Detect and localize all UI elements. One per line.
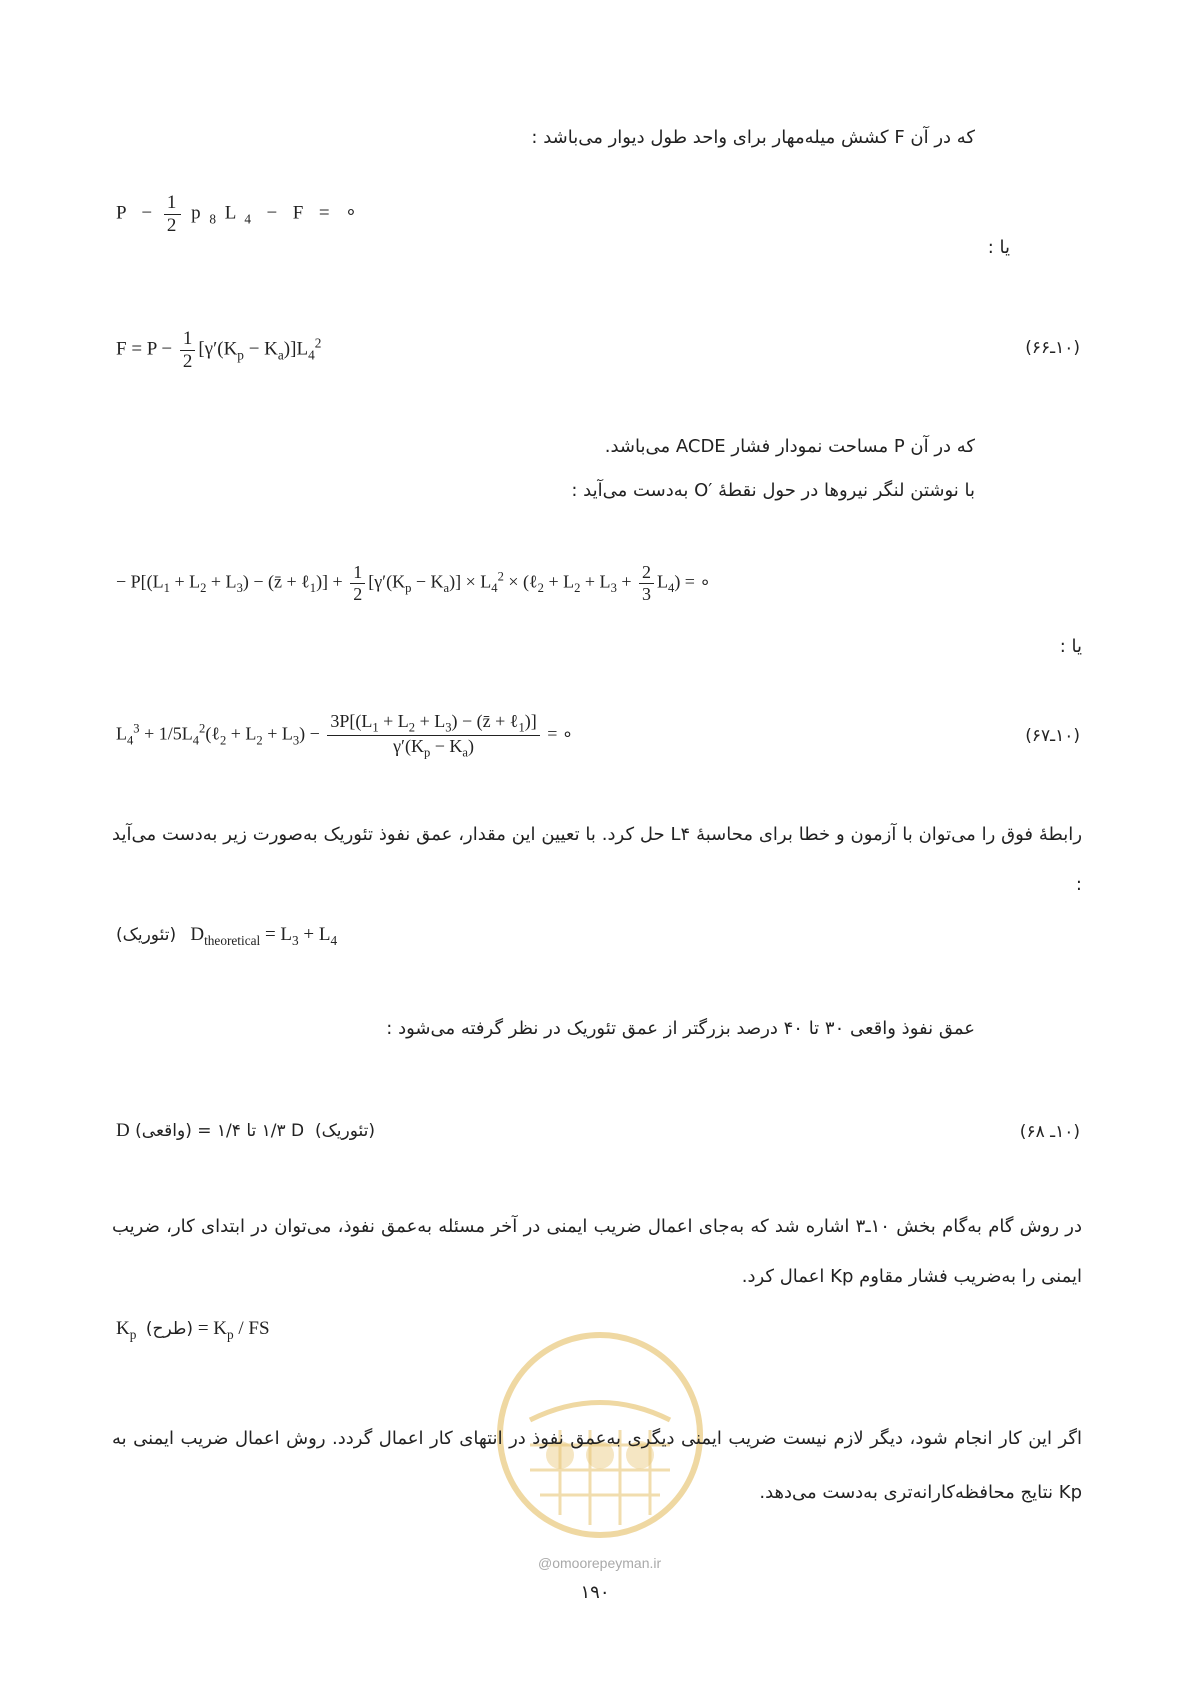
kp-design-tag: (طرح) xyxy=(145,1319,194,1339)
equation-68: D (واقعی) = ۱/۳ تا ۱/۴ D (تئوریک) xyxy=(116,1120,376,1141)
equation-kp-design: $K_p$ (طرح) = $K_p$ / FS xyxy=(116,1318,270,1342)
text-line-p-definition: که در آن P مساحت نمودار فشار ACDE می‌باشد. xyxy=(604,436,975,457)
equation-moment: − $P[(L_1 + L_2 + L_3)$ − (z̄ + ℓ$_1$)] + $\frac{1}{2}$ $[\gamma'(K_p - K_a)] \times L_4^2$ × (ℓ$_2$ + $L_2 + L_3$ + $\frac{2}{3}$ $L_4$) = ∘ xyxy=(116,562,711,604)
text-ya-1: یا : xyxy=(987,237,1010,258)
paragraph-conclusion: اگر این کار انجام شود، دیگر لازم نیست ضریب ایمنی دیگری به‌عمق نفوذ در انتهای کار اعمال گردد. روش اعمال ضریب ایمنی به Kp نتایج محافظه‌کارانه‌تری به‌دست می‌دهد. xyxy=(112,1428,1082,1503)
watermark-url: @omoorepeyman.ir xyxy=(538,1555,662,1571)
equation-d-theoretical: (تئوریک) $D_{theoretical} = L_3 + L_4$ xyxy=(116,924,338,948)
equation-66: F = P − $\frac{1}{2}$ $[\gamma'(K_p - K_a)]L_4^2$ xyxy=(116,328,322,372)
text-line-f-definition: که در آن F کشش میله‌مهار برای واحد طول دیوار می‌باشد : xyxy=(531,127,975,148)
text-ya-2: یا : xyxy=(1059,636,1082,657)
eq68-theoretical-tag: (تئوریک) xyxy=(314,1121,376,1141)
eq68-middle: = ۱/۳ تا ۱/۴ D xyxy=(197,1121,305,1141)
equation-number-66: (۱۰ـ۶۶) xyxy=(1025,338,1080,358)
eq68-real-tag: (واقعی) xyxy=(135,1121,192,1141)
equation-number-67: (۱۰ـ۶۷) xyxy=(1025,726,1080,746)
page-number: ۱۹۰ xyxy=(580,1582,610,1603)
equation-67: $L_4^3$ + $1/5L_4^2(\ell_2 + L_2 + L_3)$ − $\frac{3P[(L_1 + L_2 + L_3) - (z̄ + \ell_1)]}{\gamma'(K_p - K_a)}$ = ∘ xyxy=(116,711,574,760)
text-line-moment-about-o: با نوشتن لنگر نیروها در حول نقطهٔ ′O به‌دست می‌آید : xyxy=(571,480,975,501)
paragraph-step-by-step: در روش گام به‌گام بخش ۱۰ـ۳ اشاره شد که به‌جای اعمال ضریب ایمنی در آخر مسئله به‌عمق نفوذ، می‌توان در ابتدای کار، ضریب ایمنی را به‌ضریب فشار مقاوم Kp اعمال کرد. xyxy=(112,1216,1082,1287)
equation-force-balance: P − $\frac{1}{2}$ p $_8$ L $_4$ − F = ∘ xyxy=(116,192,359,236)
paragraph-actual-depth: عمق نفوذ واقعی ۳۰ تا ۴۰ درصد بزرگتر از عمق تئوریک در نظر گرفته می‌شود : xyxy=(386,1018,975,1039)
equation-number-68: (۱۰ـ ۶۸) xyxy=(1019,1122,1080,1142)
paragraph-trial-and-error: رابطهٔ فوق را می‌توان با آزمون و خطا برای محاسبهٔ L۴ حل کرد. با تعیین این مقدار، عمق نفوذ تئوریک به‌صورت زیر به‌دست می‌آید : xyxy=(112,824,1083,895)
theoretical-tag: (تئوریک) xyxy=(116,925,177,945)
